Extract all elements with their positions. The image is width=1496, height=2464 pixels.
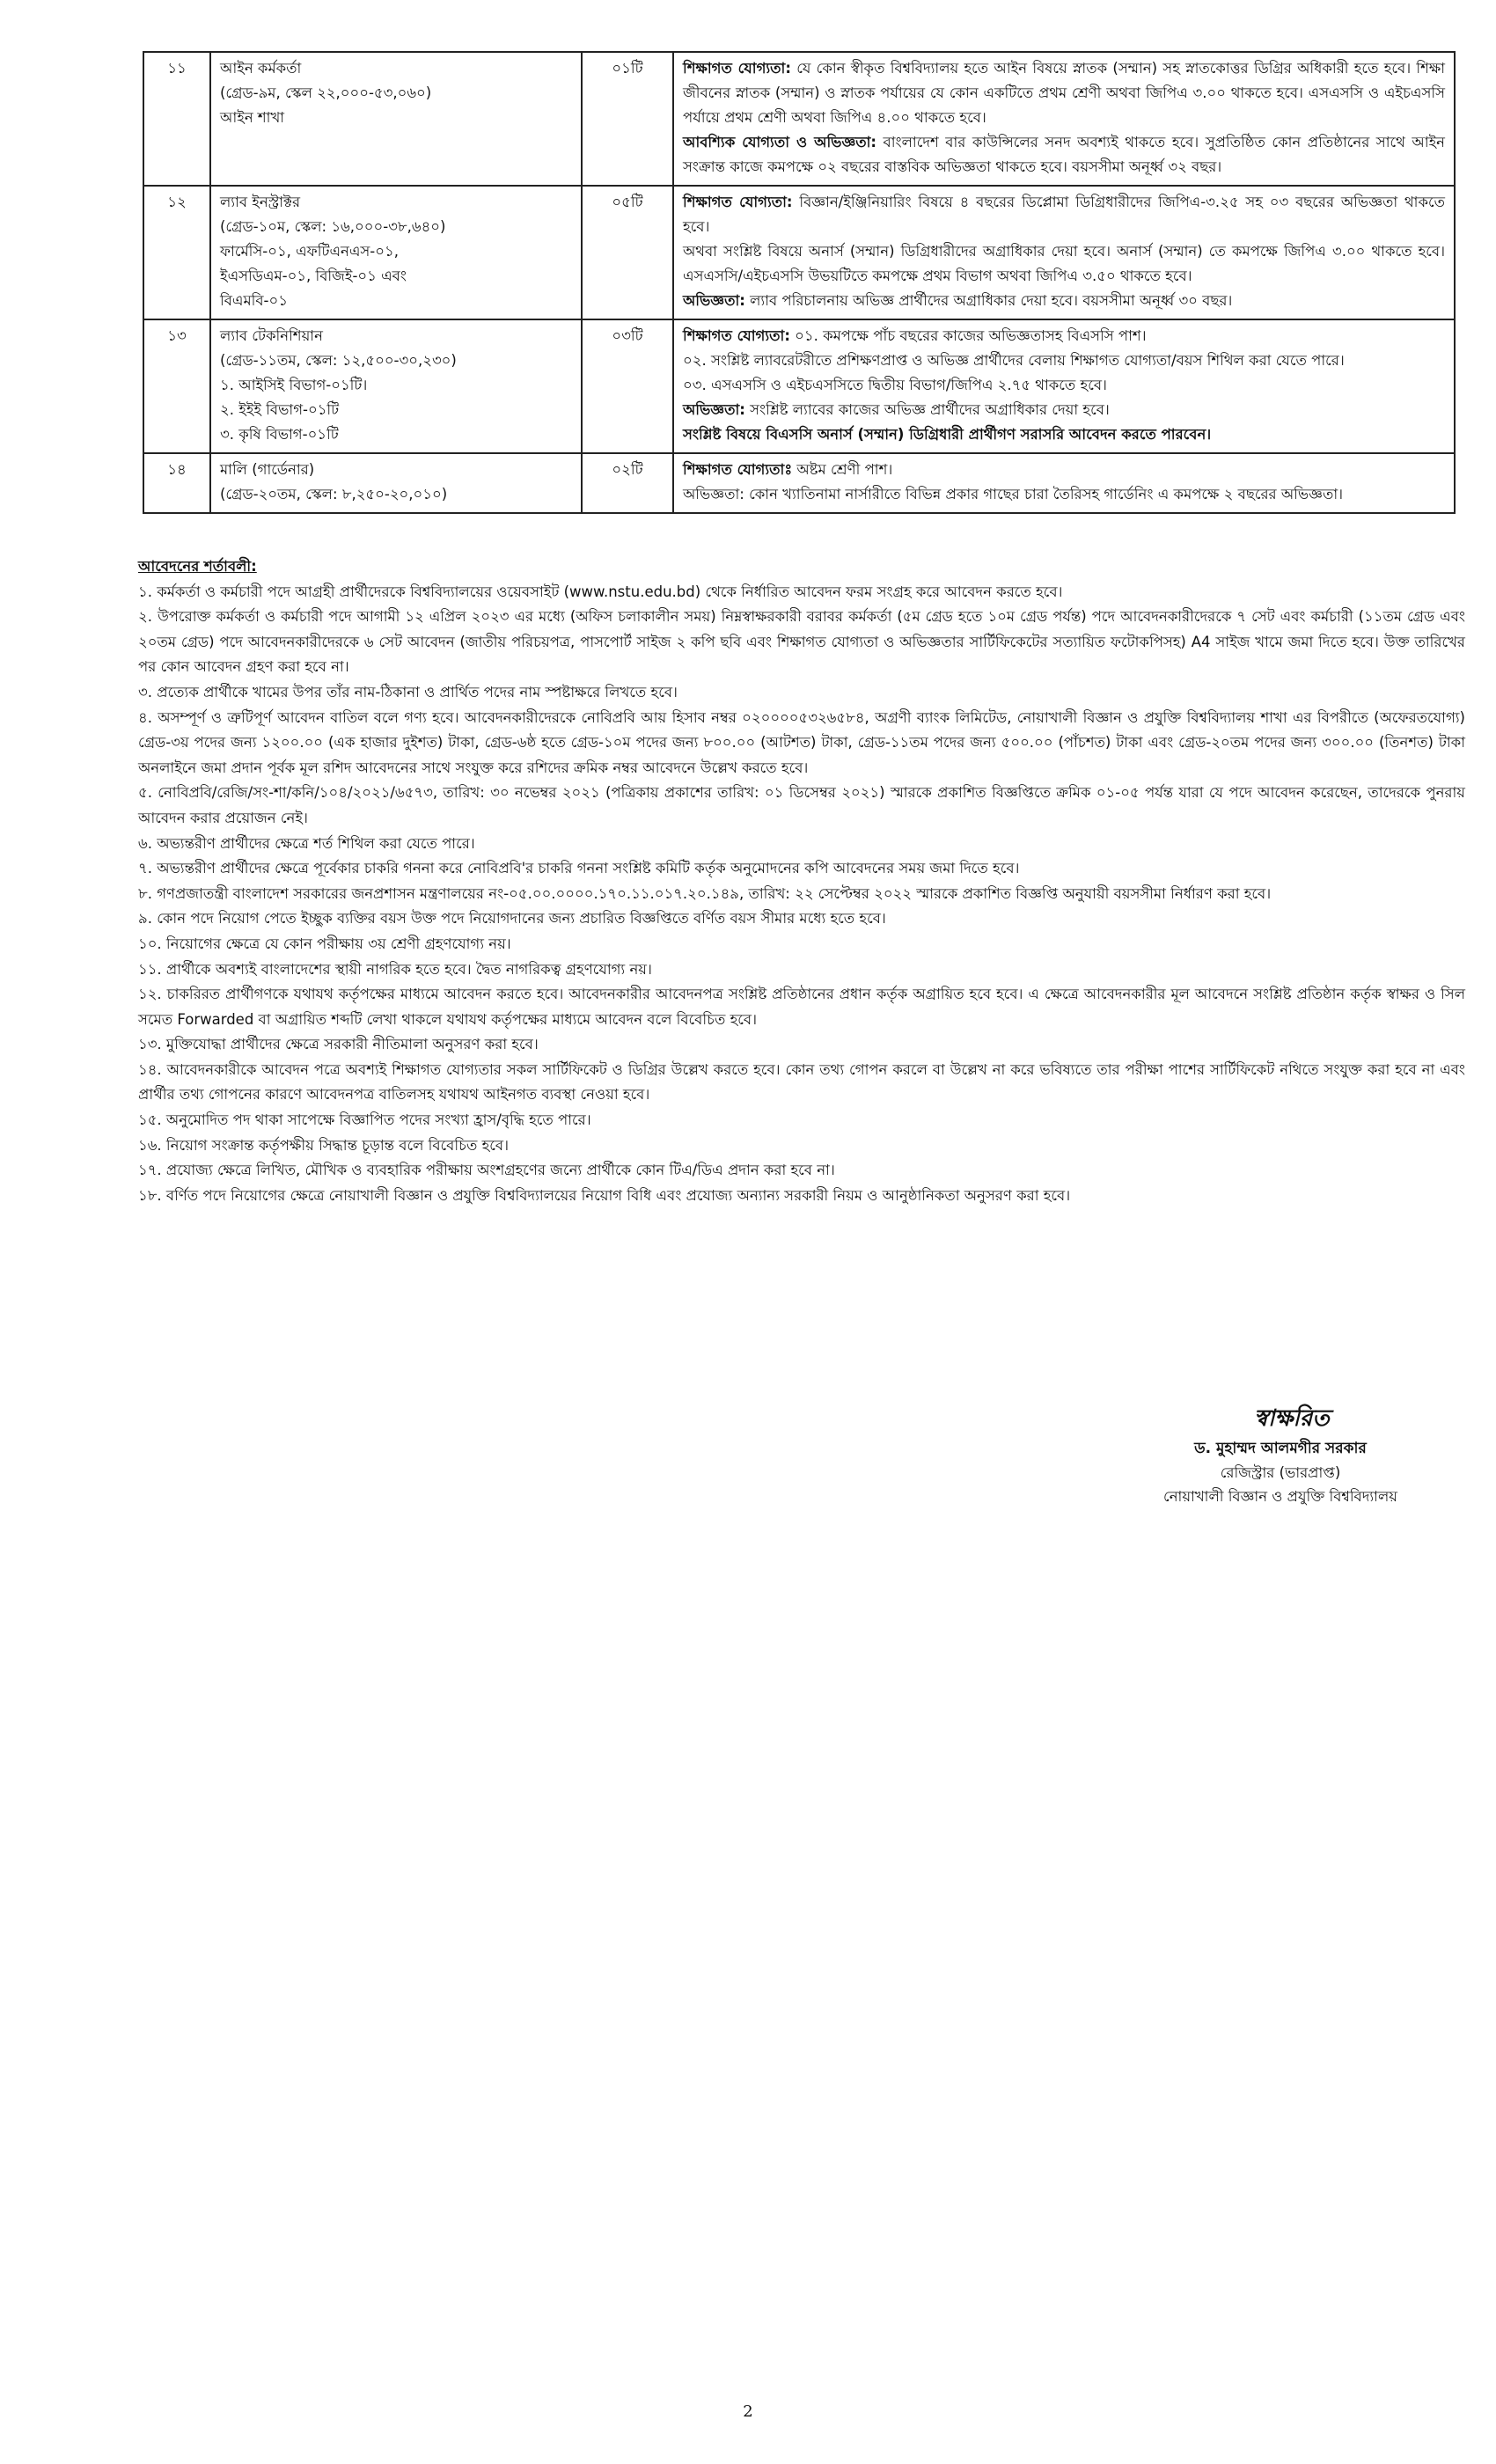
term-item: ১৪. আবেদনকারীকে আবেদন পত্রে অবশ্যই শিক্ষাগত যোগ্যতার সকল সার্টিফিকেট ও ডিগ্রির উল্লেখ করতে হবে। কোন তথ্য গোপন করলে বা উল্লেখ না করে ভবিষ্যতে তার পরীক্ষা পাশের সার্টিফিকেট নথিতে সংযুক্ত করা হবে না এবং প্রার্থীর তথ্য গোপনের কারণে আবেদনপত্র বাতিলসহ যথাযথ আইনগত ব্যবস্থা নেওয়া হবে। bbox=[138, 1060, 1465, 1104]
requirement-paragraph bbox=[683, 56, 1445, 130]
requirement-text: সংশ্লিষ্ট ল্যাবের কাজের অভিজ্ঞ প্রার্থীদের অগ্রাধিকার দেয়া হবে। bbox=[744, 401, 1110, 418]
requirement-text: ০২. সংশ্লিষ্ট ল্যাবরেটরীতে প্রশিক্ষণপ্রাপ্ত ও অভিজ্ঞ প্রার্থীদের বেলায় শিক্ষাগত যোগ্যতা/বয়স শিথিল করা যেতে পারে। bbox=[683, 352, 1345, 369]
signatory-title: রেজিস্ট্রার (ভারপ্রাপ্ত) bbox=[1220, 1464, 1341, 1481]
signed-label: স্বাক্ষরিত bbox=[1254, 1405, 1330, 1432]
positions-table bbox=[143, 51, 1456, 514]
position-requirements bbox=[673, 453, 1455, 513]
term-item: ৮. গণপ্রজাতন্ত্রী বাংলাদেশ সরকারের জনপ্রশাসন মন্ত্রণালয়ের নং-০৫.০০.০০০০.১৭০.১১.০১৭.২০.১৪৯, তারিখ: ২২ সেপ্টেম্বর ২০২২ স্মারকে প্রকাশিত বিজ্ঞপ্তি অনুযায়ী বয়সসীমা নির্ধারণ করা হবে। bbox=[138, 884, 1272, 902]
term-item: ১৭. প্রযোজ্য ক্ষেত্রে লিখিত, মৌখিক ও ব্যবহারিক পরীক্ষায় অংশগ্রহণের জন্যে প্রার্থীকে কোন টিএ/ডিএ প্রদান করা হবে না। bbox=[138, 1162, 835, 1179]
position-title-line: ইএসডিএম-০১, বিজিই-০১ এবং bbox=[220, 268, 407, 284]
position-quantity: ০৫টি bbox=[582, 186, 673, 319]
position-quantity: ০২টি bbox=[582, 453, 673, 513]
requirement-text: বিজ্ঞান/ইঞ্জিনিয়ারিং বিষয়ে ৪ বছরের ডিপ্লোমা ডিগ্রিধারীদের জিপিএ-৩.২৫ সহ ০৩ বছরের অভিজ্ঞতা থাকতে হবে। bbox=[683, 194, 1446, 235]
requirement-text: অষ্টম শ্রেণী পাশ। bbox=[792, 461, 893, 478]
requirement-paragraph bbox=[683, 458, 1445, 482]
position-title-line: (গ্রেড-২০তম, স্কেল: ৮,২৫০-২০,০১০) bbox=[220, 486, 448, 502]
position-title-line: ১. আইসিই বিভাগ-০১টি। bbox=[220, 377, 368, 393]
term-item: ৭. অভ্যন্তরীণ প্রার্থীদের ক্ষেত্রে পূর্বেকার চাকরি গননা করে নোবিপ্রবি'র চাকরি গননা সংশ্লিষ্ট কমিটি কর্তৃক অনুমোদনের কপি আবেদনের সময় জমা দিতে হবে। bbox=[138, 860, 1020, 877]
position-title-line: ৩. কৃষি বিভাগ-০১টি bbox=[220, 426, 339, 443]
term-item: ১৫. অনুমোদিত পদ থাকা সাপেক্ষে বিজ্ঞাপিত পদের সংখ্যা হ্রাস/বৃদ্ধি হতে পারে। bbox=[138, 1111, 591, 1129]
requirement-text: ০৩. এসএসসি ও এইচএসসিতে দ্বিতীয় বিভাগ/জিপিএ ২.৭৫ থাকতে হবে। bbox=[683, 377, 1107, 393]
requirement-label: শিক্ষাগত যোগ্যতা: bbox=[683, 194, 793, 210]
position-row bbox=[143, 453, 1455, 513]
requirement-label: শিক্ষাগত যোগ্যতা: bbox=[683, 327, 790, 344]
requirement-text: বাংলাদেশ বার কাউন্সিলের সনদ অবশ্যই থাকতে হবে। সুপ্রতিষ্ঠিত কোন প্রতিষ্ঠানের সাথে আইন সংক্রান্ত কাজে কমপক্ষে ০২ বছরের বাস্তবিক অভিজ্ঞতা থাকতে হবে। বয়সসীমা অনূর্ধ্ব ৩২ বছর। bbox=[683, 134, 1445, 175]
position-title-line: ল্যাব ইনস্ট্রাক্টর bbox=[220, 194, 301, 210]
position-title-line: (গ্রেড-১০ম, স্কেল: ১৬,০০০-৩৮,৬৪০) bbox=[220, 218, 446, 235]
position-serial: ১২ bbox=[143, 186, 210, 319]
requirement-label: আবশ্যিক যোগ্যতা ও অভিজ্ঞতা: bbox=[683, 134, 877, 150]
position-row bbox=[143, 319, 1455, 453]
requirement-text: অথবা সংশ্লিষ্ট বিষয়ে অনার্স (সম্মান) ডিগ্রিধারীদের অগ্রাধিকার দেয়া হবে। অনার্স (সম্মান) তে কমপক্ষে জিপিএ ৩.০০ থাকতে হবে। এসএসসি/এইচএসসি উভয়টিতে কমপক্ষে প্রথম বিভাগ অথবা জিপিএ ৩.৫০ থাকতে হবে। bbox=[683, 243, 1445, 284]
term-item: ১০. নিয়োগের ক্ষেত্রে যে কোন পরীক্ষায় ৩য় শ্রেণী গ্রহণযোগ্য নয়। bbox=[138, 935, 511, 952]
requirement-paragraph bbox=[683, 239, 1445, 289]
position-title-line: আইন কর্মকর্তা bbox=[220, 60, 302, 77]
term-item: ১২. চাকরিরত প্রার্থীগণকে যথাযথ কর্তৃপক্ষের মাধ্যমে আবেদন করতে হবে। আবেদনকারীর আবেদনপত্র সংশ্লিষ্ট প্রতিষ্ঠানের প্রধান কর্তৃক অগ্রায়িত হবে হবে। এ ক্ষেত্রে আবেদনকারীর মূল আবেদনে সংশ্লিষ্ট প্রতিষ্ঠান কর্তৃক স্বাক্ষর ও সিল সমেত Forwarded বা অগ্রায়িত শব্দটি লেখা থাকলে যথাযথ কর্তৃপক্ষের মাধ্যমে আবেদন বলে বিবেচিত হবে। bbox=[138, 986, 1465, 1028]
term-item: ১. কর্মকর্তা ও কর্মচারী পদে আগ্রহী প্রার্থীদেরকে বিশ্ববিদ্যালয়ের ওয়েবসাইট (www.nstu.edu.bd) থেকে নির্ধারিত আবেদন ফরম সংগ্রহ করে আবেদন করতে হবে। bbox=[138, 583, 1063, 600]
position-requirements bbox=[673, 52, 1455, 186]
requirement-paragraph bbox=[683, 289, 1445, 313]
term-item: ২. উপরোক্ত কর্মকর্তা ও কর্মচারী পদে আগামী ১২ এপ্রিল ২০২৩ এর মধ্যে (অফিস চলাকালীন সময়) নিম্নস্বাক্ষরকারী বরাবর কর্মকর্তা (৫ম গ্রেড হতে ১০ম গ্রেড পর্যন্ত) পদে আবেদনকারীদেরকে ৭ সেট এবং কর্মচারী (১১তম গ্রেড এবং ২০তম গ্রেড) পদে আবেদনকারীদেরকে ৬ সেট আবেদন (জাতীয় পরিচয়পত্র, পাসপোর্ট সাইজ ২ কপি ছবি এবং শিক্ষাগত যোগ্যতা ও অভিজ্ঞতার সার্টিফিকেটের সত্যায়িত ফটোকপিসহ) A4 সাইজ খামে জমা দিতে হবে। উক্ত তারিখের পর কোন আবেদন গ্রহণ করা হবে না। bbox=[138, 608, 1465, 676]
requirement-paragraph bbox=[683, 190, 1445, 239]
position-title-cell bbox=[210, 186, 582, 319]
position-quantity: ০৩টি bbox=[582, 319, 673, 453]
position-row bbox=[143, 52, 1455, 186]
position-title-line: (গ্রেড-১১তম, স্কেল: ১২,৫০০-৩০,২৩০) bbox=[220, 352, 457, 369]
position-requirements bbox=[673, 186, 1455, 319]
requirement-paragraph bbox=[683, 398, 1445, 422]
terms-list bbox=[138, 580, 1465, 1209]
position-title-line: বিএমবি-০১ bbox=[220, 292, 288, 309]
term-item: ৩. প্রত্যেক প্রার্থীকে খামের উপর তাঁর নাম-ঠিকানা ও প্রার্থিত পদের নাম স্পষ্টাক্ষরে লিখতে হবে। bbox=[138, 683, 678, 700]
position-serial: ১৩ bbox=[143, 319, 210, 453]
position-quantity: ০১টি bbox=[582, 52, 673, 186]
requirement-text: যে কোন স্বীকৃত বিশ্ববিদ্যালয় হতে আইন বিষয়ে স্নাতক (সম্মান) সহ স্নাতকোত্তর ডিগ্রির অধিকারী হতে হবে। শিক্ষা জীবনের স্নাতক (সম্মান) ও স্নাতক পর্যায়ের যে কোন একটিতে প্রথম শ্রেণী অথবা জিপিএ ৩.০০ থাকতে হবে। এসএসসি ও এইচএসসি পর্যায়ে প্রথম শ্রেণী অথবা জিপিএ ৪.০০ থাকতে হবে। bbox=[683, 60, 1445, 126]
terms-heading: আবেদনের শর্তাবলী: bbox=[138, 558, 257, 575]
position-serial: ১৪ bbox=[143, 453, 210, 513]
position-title-line: ল্যাব টেকনিশিয়ান bbox=[220, 327, 323, 344]
position-title-cell bbox=[210, 52, 582, 186]
position-requirements bbox=[673, 319, 1455, 453]
requirement-label: শিক্ষাগত যোগ্যতা: bbox=[683, 60, 791, 77]
position-title-line: (গ্রেড-৯ম, স্কেল ২২,০০০-৫৩,০৬০) bbox=[220, 84, 432, 101]
requirement-paragraph bbox=[683, 348, 1445, 373]
requirement-paragraph bbox=[683, 422, 1445, 447]
requirement-paragraph bbox=[683, 482, 1445, 507]
position-title-line: ফার্মেসি-০১, এফটিএনএস-০১, bbox=[220, 243, 399, 260]
requirement-text: ০১. কমপক্ষে পাঁচ বছরের কাজের অভিজ্ঞতাসহ বিএসসি পাশ। bbox=[789, 327, 1147, 344]
position-title-cell bbox=[210, 319, 582, 453]
application-terms bbox=[138, 554, 1465, 1208]
requirement-paragraph bbox=[683, 324, 1445, 348]
term-item: ৯. কোন পদে নিয়োগ পেতে ইচ্ছুক ব্যক্তির বয়স উক্ত পদে নিয়োগদানের জন্য প্রচারিত বিজ্ঞপ্তিতে বর্ণিত বয়স সীমার মধ্যে হতে হবে। bbox=[138, 910, 886, 928]
requirement-text: ল্যাব পরিচালনায় অভিজ্ঞ প্রার্থীদের অগ্রাধিকার দেয়া হবে। বয়সসীমা অনূর্ধ্ব ৩০ বছর। bbox=[744, 292, 1233, 309]
term-item: ৬. অভ্যন্তরীণ প্রার্থীদের ক্ষেত্রে শর্ত শিথিল করা যেতে পারে। bbox=[138, 834, 475, 852]
term-item: ১১. প্রার্থীকে অবশ্যই বাংলাদেশের স্থায়ী নাগরিক হতে হবে। দ্বৈত নাগরিকত্ব গ্রহণযোগ্য নয়। bbox=[138, 960, 652, 978]
requirement-label: অভিজ্ঞতা: bbox=[683, 401, 745, 418]
position-row bbox=[143, 186, 1455, 319]
requirement-paragraph bbox=[683, 373, 1445, 398]
position-title-cell bbox=[210, 453, 582, 513]
term-item: ৫. নোবিপ্রবি/রেজি/সং-শা/কনি/১০৪/২০২১/৬৫৭৩, তারিখ: ৩০ নভেম্বর ২০২১ (পত্রিকায় প্রকাশের তারিখ: ০১ ডিসেম্বর ২০২১) স্মারকে প্রকাশিত বিজ্ঞপ্তিতে ক্রমিক ০১-০৫ পর্যন্ত যারা যে পদে আবেদন করেছেন, তাদেরকে পুনরায় আবেদন করার প্রয়োজন নেই। bbox=[138, 784, 1465, 826]
requirement-label: সংশ্লিষ্ট বিষয়ে বিএসসি অনার্স (সম্মান) ডিগ্রিধারী প্রার্থীগণ সরাসরি আবেদন করতে পারবেন। bbox=[683, 426, 1212, 443]
requirement-text: অভিজ্ঞতা: কোন খ্যাতিনামা নার্সারীতে বিভিন্ন প্রকার গাছের চারা তৈরিসহ গার্ডেনিং এ কমপক্ষে ২ বছরের অভিজ্ঞতা। bbox=[683, 486, 1344, 502]
page-number: 2 bbox=[743, 2402, 753, 2421]
requirement-label: অভিজ্ঞতা: bbox=[683, 292, 745, 309]
position-title-line: মালি (গার্ডেনার) bbox=[220, 461, 315, 478]
requirement-label: শিক্ষাগত যোগ্যতাঃ bbox=[683, 461, 793, 478]
term-item: ৪. অসম্পূর্ণ ও ত্রুটিপূর্ণ আবেদন বাতিল বলে গণ্য হবে। আবেদনকারীদেরকে নোবিপ্রবি আয় হিসাব নম্বর ০২০০০০৫৩২৬৫৮৪, অগ্রণী ব্যাংক লিমিটেড, নোয়াখালী বিজ্ঞান ও প্রযুক্তি বিশ্ববিদ্যালয় শাখা এর বিপরীতে (অফেরতযোগ্য) গ্রেড-৩য় পদের জন্য ১২০০.০০ (এক হাজার দুইশত) টাকা, গ্রেড-৬ষ্ঠ হতে গ্রেড-১০ম পদের জন্য ৮০০.০০ (আটশত) টাকা, গ্রেড-১১তম পদের জন্য ৫০০.০০ (পাঁচশত) টাকা এবং গ্রেড-২০তম পদের জন্য ৩০০.০০ (তিনশত) টাকা অনলাইনে জমা প্রদান পূর্বক মূল রশিদ আবেদনের সাথে সংযুক্ত করে রশিদের ক্রমিক নম্বর আবেদনে উল্লেখ করতে হবে। bbox=[138, 708, 1465, 776]
signatory-name: ড. মুহাম্মদ আলমগীর সরকার bbox=[1194, 1440, 1367, 1457]
signature-block bbox=[1148, 1401, 1412, 1508]
term-item: ১৬. নিয়োগ সংক্রান্ত কর্তৃপক্ষীয় সিদ্ধান্ত চূড়ান্ত বলে বিবেচিত হবে। bbox=[138, 1136, 509, 1154]
requirement-paragraph bbox=[683, 130, 1445, 180]
position-title-line: আইন শাখা bbox=[220, 109, 285, 126]
term-item: ১৩. মুক্তিযোদ্ধা প্রার্থীদের ক্ষেত্রে সরকারী নীতিমালা অনুসরণ করা হবে। bbox=[138, 1036, 539, 1053]
term-item: ১৮. বর্ণিত পদে নিয়োগের ক্ষেত্রে নোয়াখালী বিজ্ঞান ও প্রযুক্তি বিশ্ববিদ্যালয়ের নিয়োগ বিধি এবং প্রযোজ্য অন্যান্য সরকারী নিয়ম ও আনুষ্ঠানিকতা অনুসরণ করা হবে। bbox=[138, 1186, 1071, 1204]
signatory-organization: নোয়াখালী বিজ্ঞান ও প্রযুক্তি বিশ্ববিদ্যালয় bbox=[1163, 1488, 1397, 1505]
position-serial: ১১ bbox=[143, 52, 210, 186]
position-title-line: ২. ইইই বিভাগ-০১টি bbox=[220, 401, 340, 418]
